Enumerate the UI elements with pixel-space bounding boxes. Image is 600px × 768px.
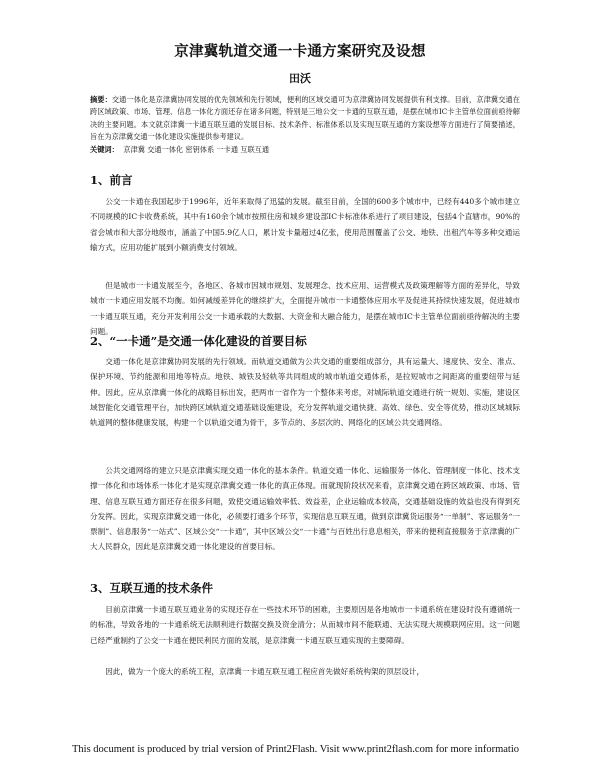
document-title: 京津冀轨道交通一卡通方案研究及设想: [174, 43, 426, 60]
section-paragraph: 目前京津冀一卡通互联互通业务的实现还存在一些技术环节的困难，主要原因是各地城市一卡通系统在建设时没有遵循统一的标准，导致各地的一卡通系统无法顺利进行数据交换及资金清分；从而城市间不能联通、无法实现大规模联网应用。这一问题已经严重制约了公交一卡通在便民利民方面的发展，是京津冀一卡通互联互通实现的主要障碍。: [90, 605, 520, 645]
keywords-text: 京津冀 交通一体化 密钥体系 一卡通 互联互通: [123, 144, 270, 154]
abstract-block: [90, 94, 520, 156]
section-heading: 1、前言: [90, 173, 133, 187]
section-paragraph: 公交一卡通在我国起步于1996年，近年来取得了迅猛的发展。截至目前，全国的600多个城市中，已经有440多个城市建立不同规模的IC卡收费系统，其中有160余个城市按照住房和城乡建设部IC卡标准体系进行了项目建设，包括4个直辖市，90%的省会城市和大部分地级市，涵盖了中国5.9亿人口，累计发卡量超过4亿张，使用范围覆盖了公交、地铁、出租汽车等多种交通运输方式，应用功能扩展到小额消费支付领域。: [90, 197, 520, 252]
section-paragraph: 公共交通网络的建立只是京津冀实现交通一体化的基本条件。轨道交通一体化、运输服务一体化、管理制度一体化、技术支撑一体化和市场体系一体化才是实现京津冀交通一体化的真正体现。而就现阶段状况来看，京津冀交通在跨区域政策、市场、管理、信息互联互通方面还存在很多问题，致使交通运输效率低、效益差，企业运输成本较高，交通基础设施的效益也没有得到充分发挥。因此，实现京津冀交通一体化，必须要打通多个环节，实现信息互联互通，做到京津冀货运服务“一单制”、客运服务“一票制”、信息服务“一站式”、区域公交“一卡通”，其中区域公交“一卡通”与百姓出行息息相关，带来的便利直接服务于京津冀的广大人民群众，因此是京津冀交通一体化建设的首要目标。: [90, 466, 520, 552]
abstract-label: 摘要：: [90, 95, 112, 104]
section-heading: 2、“一卡通”是交通一体化建设的首要目标: [90, 334, 307, 348]
section-heading: 3、互联互通的技术条件: [90, 581, 214, 595]
document-author: 田沃: [289, 72, 311, 85]
abstract-text: 交通一体化是京津冀协同发展的优先领域和先行领域，便利的区域交通可为京津冀协同发展提供有利支撑。目前，京津冀交通在跨区域政策、市场、管理、信息一体化方面还存在诸多问题，特别是三地公交一卡通的互联互通，是摆在城市IC卡主管单位面前亟待解决的主要问题。本文就京津冀一卡通互联互通的发展目标、技术条件、标准体系以及实现互联互通的方案设想等方面进行了简要描述，旨在为京津冀交通一体化建设实施提供参考建议。: [90, 95, 520, 142]
keywords-label: 关键词：: [90, 144, 119, 154]
section-paragraph: 交通一体化是京津冀协同发展的先行领域。而轨道交通做为公共交通的重要组成部分，具有运量大、速度快、安全、准点、保护环境、节约能源和用地等特点。地铁、城铁及轻轨等共同组成的城市轨道交通体系，是拉短城市之间距离的重要纽带与延伸。因此，应从京津冀一体化的战略目标出发，把两市一省作为一个整体来考虑，对城际轨道交通进行统一规划、实施，建设区域智能化交通管理平台，加快跨区域轨道交通基础设施建设，充分发挥轨道交通快捷、高效、绿色、安全等优势，推动区域城际轨道网的整体健康发展，构建一个以轨道交通为骨干，多节点的、多层次的、网络化的区域公共交通网络。: [90, 357, 520, 428]
keywords-line: [90, 144, 520, 156]
section-paragraph: 但是城市一卡通发展至今，各地区、各城市因城市规划、发展理念、技术应用、运营模式及政策理解等方面的差异化，导致城市一卡通应用发展不均衡。如何减缓差异化的继续扩大，全面提升城市一卡通整体应用水平及促进其持续快速发展，促进城市一卡通互联互通，充分开发利用公交一卡通承载的大数据、大资金和大融合能力，是摆在城市IC卡主管单位面前亟待解决的主要问题。: [90, 281, 520, 336]
trial-watermark-footer: This document is produced by trial version of Print2Flash. Visit www.print2flash.com for more informatio: [72, 744, 520, 755]
section-paragraph: 因此，做为一个庞大的系统工程，京津冀一卡通互联互通工程应首先做好系统构架的顶层设计，: [105, 667, 425, 676]
